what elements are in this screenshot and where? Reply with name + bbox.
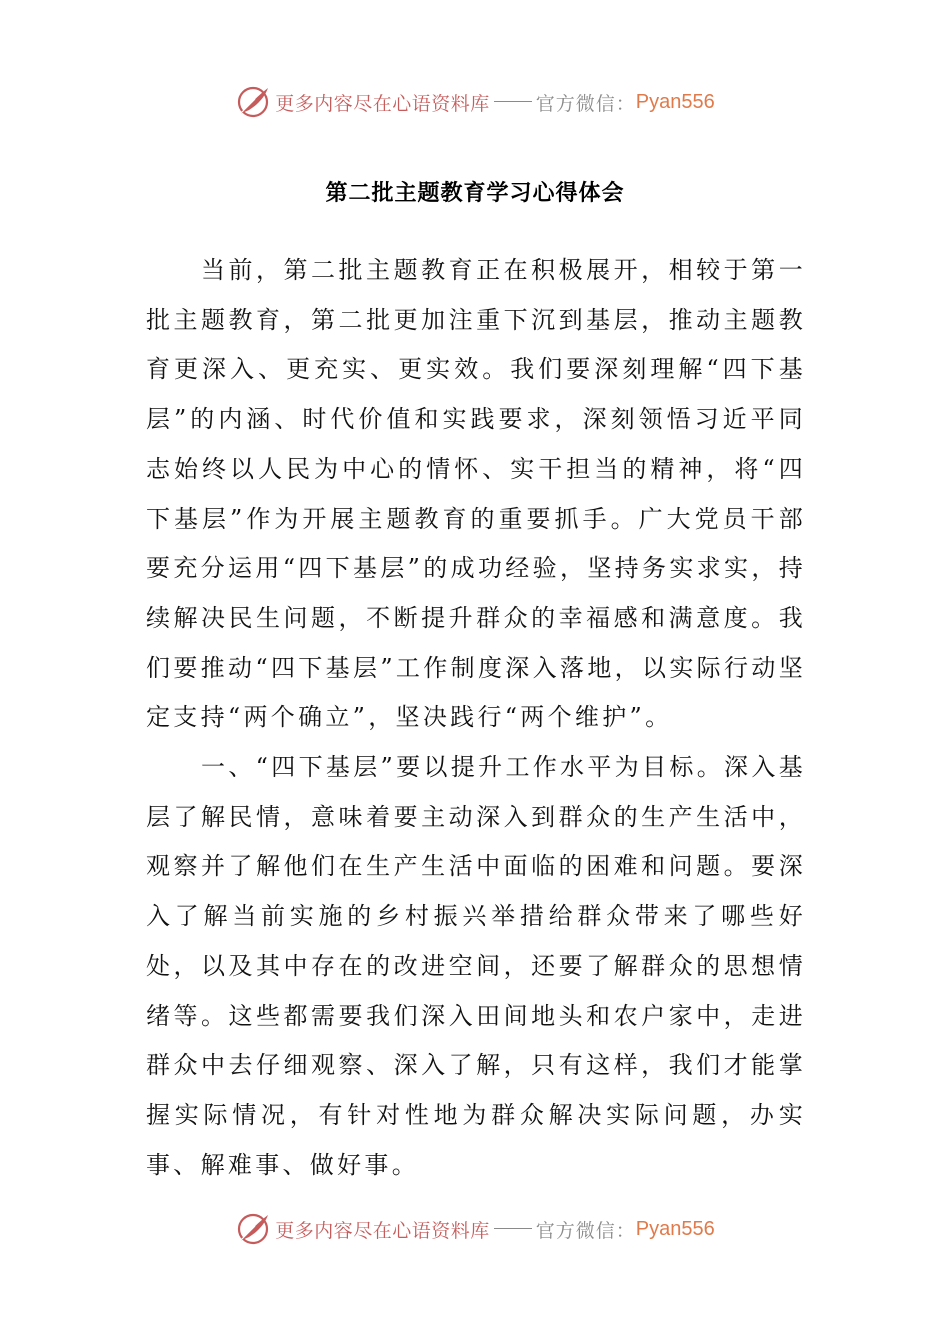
header-watermark bbox=[0, 82, 950, 122]
footer-watermark bbox=[0, 1209, 950, 1249]
quill-pen-logo-icon bbox=[235, 84, 271, 120]
paragraph-intro: 当前，第二批主题教育正在积极展开，相较于第一批主题教育，第二批更加注重下沉到基层，推动主题教育更深入、更充实、更实效。我们要深刻理解“四下基层”的内涵、时代价值和实践要求，深刻领悟习近平同志始终以人民为中心的情怀、实干担当的精神，将“四下基层”作为开展主题教育的重要抓手。广大党员干部要充分运用“四下基层”的成功经验，坚持务实求实，持续解决民生问题，不断提升群众的幸福感和满意度。我们要推动“四下基层”工作制度深入落地，以实际行动坚定支持“两个确立”，坚决践行“两个维护”。 bbox=[146, 256, 806, 732]
document-title: 第二批主题教育学习心得体会 bbox=[325, 181, 625, 206]
watermark-text: 更多内容尽在心语资料库 bbox=[275, 1219, 490, 1242]
watermark-dash bbox=[494, 1228, 532, 1229]
watermark-text: 更多内容尽在心语资料库 bbox=[275, 92, 490, 115]
document-body bbox=[146, 246, 806, 1190]
wechat-label: 官方微信： bbox=[535, 92, 636, 115]
quill-pen-logo-icon bbox=[235, 1211, 271, 1247]
wechat-id: Pyan556 bbox=[635, 1217, 715, 1240]
wechat-label: 官方微信： bbox=[535, 1219, 636, 1242]
paragraph-section-one: 一、“四下基层”要以提升工作水平为目标。深入基层了解民情，意味着要主动深入到群众的生产生活中，观察并了解他们在生产生活中面临的困难和问题。要深入了解当前实施的乡村振兴举措给群众带来了哪些好处，以及其中存在的改进空间，还要了解群众的思想情绪等。这些都需要我们深入田间地头和农户家中，走进群众中去仔细观察、深入了解，只有这样，我们才能掌握实际情况，有针对性地为群众解决实际问题，办实事、解难事、做好事。 bbox=[146, 753, 806, 1179]
watermark-dash bbox=[494, 101, 532, 102]
wechat-id: Pyan556 bbox=[635, 90, 715, 113]
